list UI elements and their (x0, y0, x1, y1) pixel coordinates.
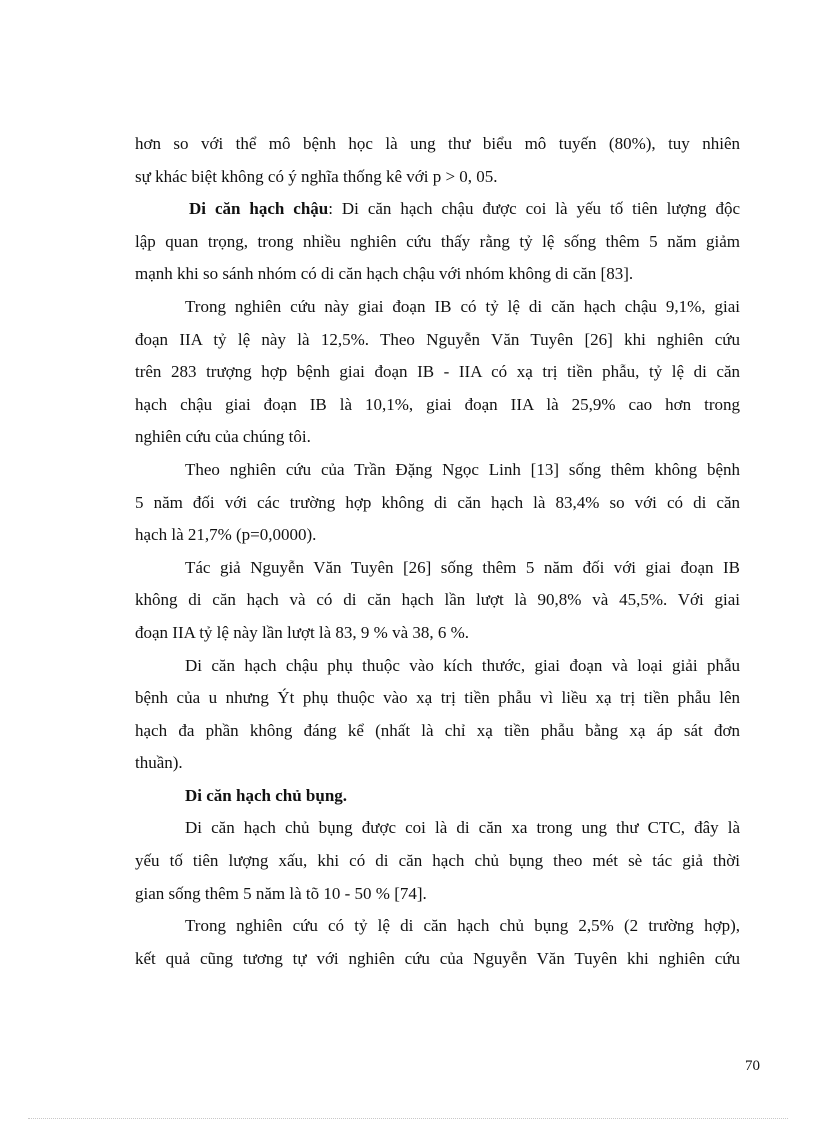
text-line: sự khác biệt không có ý nghĩa thống kê với p > 0, 05. (135, 166, 498, 186)
text-line: yếu tố tiên lượng xấu, khi có di căn hạch chủ bụng theo mét sè tác giả thời (135, 851, 740, 871)
text-line: Theo nghiên cứu của Trần Đặng Ngọc Linh [13] sống thêm không bệnh (185, 459, 740, 479)
text-line: hạch đa phần không đáng kể (nhất là chỉ xạ tiền phẫu bằng xạ áp sát đơn (135, 720, 740, 740)
text-line: trên 283 trượng hợp bệnh giai đoạn IB - IIA có xạ trị tiền phẫu, tỷ lệ di căn (135, 362, 740, 382)
text-line: kết quả cũng tương tự với nghiên cứu của Nguyễn Văn Tuyên khi nghiên cứu (135, 948, 740, 968)
text-line: nghiên cứu của chúng tôi. (135, 427, 311, 447)
text-line: đoạn IIA tỷ lệ này là 12,5%. Theo Nguyễn Văn Tuyên [26] khi nghiên cứu (135, 329, 740, 349)
text-line: đoạn IIA tỷ lệ này lần lượt là 83, 9 % và 38, 6 %. (135, 622, 470, 642)
text-line: Di căn hạch chậu phụ thuộc vào kích thước, giai đoạn và loại giải phẫu (185, 655, 740, 675)
text-line: 5 năm đối với các trường hợp không di căn hạch là 83,4% so với có di căn (135, 492, 740, 512)
text-line: Tác giả Nguyễn Văn Tuyên [26] sống thêm 5 năm đối với giai đoạn IB (185, 557, 740, 577)
text-line: thuần). (135, 753, 183, 773)
text-line: không di căn hạch và có di căn hạch lần lượt là 90,8% và 45,5%. Với giai (135, 590, 740, 610)
page-number: 70 (745, 1058, 760, 1074)
text-line: hạch là 21,7% (p=0,0000). (135, 525, 317, 545)
text-line: hơn so với thể mô bệnh học là ung thư biểu mô tuyến (80%), tuy nhiên (135, 134, 740, 153)
text-line: bệnh của u nhưng Ýt phụ thuộc vào xạ trị tiền phẫu vì liều xạ trị tiền phẫu lên (135, 688, 740, 708)
text-line: Di căn hạch chủ bụng được coi là di căn xa trong ung thư CTC, đây là (185, 818, 740, 838)
text-line: Trong nghiên cứu này giai đoạn IB có tỷ lệ di căn hạch chậu 9,1%, giai (185, 296, 740, 316)
body-text (135, 128, 740, 975)
text-line: gian sống thêm 5 năm là tõ 10 - 50 % [74]. (135, 883, 427, 903)
text-line: mạnh khi so sánh nhóm có di căn hạch chậu với nhóm không di căn [83]. (135, 264, 634, 284)
text-line: Trong nghiên cứu có tỷ lệ di căn hạch chủ bụng 2,5% (2 trường hợp), (185, 916, 740, 936)
text-fragment: : Di căn hạch chậu được coi là yếu tố tiên lượng độc (328, 199, 740, 219)
text-line: lập quan trọng, trong nhiều nghiên cứu thấy rằng tỷ lệ sống thêm 5 năm giảm (135, 231, 740, 251)
section-heading-para-aortic-lymph-node: Di căn hạch chủ bụng. (185, 785, 348, 805)
section-heading-line (135, 193, 740, 226)
page-bottom-divider (28, 1118, 788, 1119)
text-line: hạch chậu giai đoạn IB là 10,1%, giai đoạn IIA là 25,9% cao hơn trong (135, 394, 740, 414)
section-heading-iliac-lymph-node: Di căn hạch chậu (189, 199, 329, 219)
